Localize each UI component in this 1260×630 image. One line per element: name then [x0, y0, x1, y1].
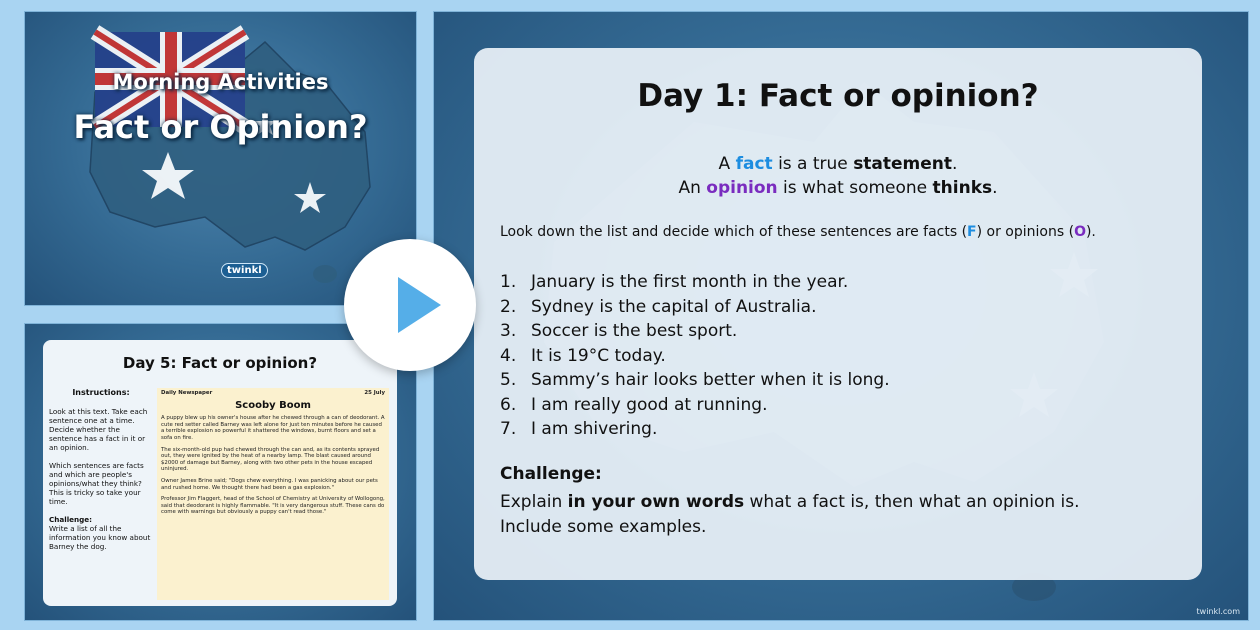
- newspaper-paragraph: The six-month-old pup had chewed through the can and, as its contents sprayed out, they were ignited by the heat of a nearby lamp. The blast caused around $2000 of damage but Barney, along with two other pets in the house escaped uninjured.: [161, 446, 380, 473]
- opinion-letter: O: [1074, 224, 1086, 240]
- day5-challenge-heading: Challenge:: [49, 515, 93, 524]
- newspaper-article: [157, 388, 389, 600]
- list-item: 2. Sydney is the capital of Australia.: [500, 296, 817, 317]
- list-item: 4. It is 19°C today.: [500, 345, 666, 366]
- fact-letter: F: [967, 224, 977, 240]
- play-icon: [344, 239, 476, 371]
- day5-title: Day 5: Fact or opinion?: [122, 354, 318, 372]
- list-item: 1. January is the first month in the year.: [500, 272, 849, 292]
- slide-title: Fact or Opinion?: [73, 108, 368, 146]
- day5-challenge-text: Write a list of all the information you know about Barney the dog.: [49, 524, 151, 551]
- instructions-text-1: Look at this text. Take each sentence one at a time. Decide whether the sentence has a fact in it or an opinion.: [49, 407, 148, 452]
- day1-title: Day 1: Fact or opinion?: [637, 78, 1039, 114]
- day1-card: [474, 48, 1202, 580]
- challenge-text: Explain in your own words what a fact is, then what an opinion is. Include some examples.: [500, 492, 1080, 537]
- opinion-keyword: opinion: [706, 178, 778, 198]
- definitions: [474, 152, 1202, 200]
- list-item: 7. I am shivering.: [500, 419, 658, 439]
- newspaper-headline: Scooby Boom: [235, 399, 311, 411]
- task-instruction: Look down the list and decide which of these sentences are facts (F) or opinions (O).: [500, 224, 1096, 240]
- fact-keyword: fact: [735, 154, 773, 174]
- newspaper-date: 25 July: [364, 390, 385, 396]
- fact-definition: A fact is a true statement.: [718, 154, 958, 174]
- instructions-text-2: Which sentences are facts and which are people's opinions/what they think? This is tricky so take your time.: [49, 461, 144, 506]
- opinion-definition: An opinion is what someone thinks.: [678, 178, 998, 198]
- slide-main-day1[interactable]: [434, 12, 1248, 620]
- play-button[interactable]: [344, 239, 476, 371]
- day5-card: [43, 340, 397, 606]
- slide-subtitle: Morning Activities: [112, 70, 329, 94]
- newspaper-paragraph: Owner James Brine said; "Dogs chew everything. I was panicking about our pets and rushed home. We thought there had been a gas explosion.": [161, 477, 378, 491]
- list-item: 6. I am really good at running.: [500, 394, 768, 415]
- instructions-panel: [49, 388, 153, 560]
- twinkl-logo: twinkl: [221, 263, 268, 278]
- newspaper-label: Daily Newspaper: [161, 390, 213, 396]
- list-item: 3. Soccer is the best sport.: [500, 321, 738, 341]
- list-item: 5. Sammy’s hair looks better when it is long.: [500, 370, 890, 390]
- newspaper-paragraph: A puppy blew up his owner's house after he chewed through a can of deodorant. A cute red setter called Barney was left alone for just ten minutes before he caused a terrible explosion so powerful it shattered the windows, burnt floors and set a sofa on fire.: [161, 415, 385, 441]
- footer-url: twinkl.com: [1196, 607, 1240, 616]
- challenge-heading: Challenge:: [500, 464, 602, 484]
- instructions-heading: Instructions:: [72, 388, 130, 397]
- newspaper-paragraph: Professor Jim Flaggert, head of the School of Chemistry at University of Wollogong, said that deodorant is highly flammable. "It is very dangerous stuff. These cans do come with warnings but obviously a puppy can't read those.": [161, 496, 385, 516]
- sentence-list: [500, 270, 890, 442]
